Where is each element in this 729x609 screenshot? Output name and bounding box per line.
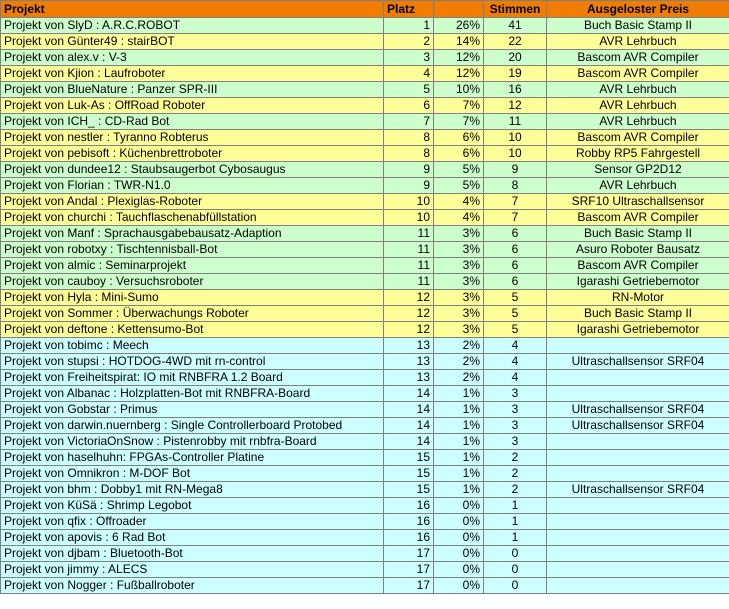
cell-platz: 11 [384,258,434,274]
cell-platz: 14 [384,386,434,402]
cell-votes: 22 [484,34,547,50]
table-row [1,322,729,338]
cell-prize [547,466,729,482]
cell-platz: 9 [384,178,434,194]
cell-percent: 5% [434,178,484,194]
cell-platz: 12 [384,290,434,306]
cell-votes: 6 [484,258,547,274]
cell-votes: 8 [484,178,547,194]
table-row [1,258,729,274]
cell-prize: Ultraschallsensor SRF04 [547,402,729,418]
header-row [1,1,729,18]
cell-prize: Ultraschallsensor SRF04 [547,354,729,370]
table-row [1,418,729,434]
table-row [1,370,729,386]
cell-platz: 16 [384,514,434,530]
cell-percent: 1% [434,450,484,466]
cell-percent: 2% [434,338,484,354]
cell-project: Projekt von nestler : Tyranno Robterus [1,130,384,146]
cell-percent: 6% [434,146,484,162]
cell-project: Projekt von Luk-As : OffRoad Roboter [1,98,384,114]
header-prize: Ausgeloster Preis [547,1,729,18]
cell-platz: 11 [384,242,434,258]
cell-project: Projekt von Sommer : Überwachungs Roboter [1,306,384,322]
cell-platz: 17 [384,546,434,562]
cell-platz: 14 [384,418,434,434]
cell-prize [547,578,729,594]
cell-prize: SRF10 Ultraschallsensor [547,194,729,210]
cell-percent: 1% [434,466,484,482]
cell-percent: 10% [434,82,484,98]
cell-project: Projekt von Albanac : Holzplatten-Bot mit RNBFRA-Board [1,386,384,402]
cell-prize: AVR Lehrbuch [547,178,729,194]
cell-percent: 4% [434,210,484,226]
cell-platz: 11 [384,274,434,290]
cell-percent: 2% [434,354,484,370]
cell-project: Projekt von churchi : Tauchflaschenabfüllstation [1,210,384,226]
table-row [1,82,729,98]
cell-prize: Ultraschallsensor SRF04 [547,418,729,434]
cell-votes: 4 [484,354,547,370]
cell-prize: RN-Motor [547,290,729,306]
cell-votes: 2 [484,450,547,466]
table-row [1,530,729,546]
cell-votes: 3 [484,402,547,418]
cell-prize: Igarashi Getriebemotor [547,322,729,338]
cell-votes: 6 [484,226,547,242]
cell-prize: Ultraschallsensor SRF04 [547,482,729,498]
cell-platz: 13 [384,370,434,386]
table-row [1,434,729,450]
cell-percent: 0% [434,578,484,594]
cell-platz: 13 [384,354,434,370]
cell-prize: AVR Lehrbuch [547,82,729,98]
cell-votes: 3 [484,434,547,450]
table-row [1,514,729,530]
cell-prize: Buch Basic Stamp II [547,18,729,34]
cell-platz: 3 [384,50,434,66]
table-row [1,450,729,466]
cell-prize: Asuro Roboter Bausatz [547,242,729,258]
table-row [1,498,729,514]
cell-platz: 17 [384,562,434,578]
cell-platz: 11 [384,226,434,242]
cell-percent: 4% [434,194,484,210]
table-row [1,338,729,354]
cell-platz: 15 [384,450,434,466]
cell-votes: 16 [484,82,547,98]
cell-percent: 1% [434,386,484,402]
cell-prize: Sensor GP2D12 [547,162,729,178]
table-row [1,274,729,290]
cell-votes: 5 [484,322,547,338]
table-row [1,466,729,482]
cell-votes: 1 [484,498,547,514]
cell-project: Projekt von Manf : Sprachausgabebausatz-Adaption [1,226,384,242]
table-row [1,402,729,418]
cell-percent: 26% [434,18,484,34]
cell-percent: 7% [434,98,484,114]
table-row [1,386,729,402]
cell-project: Projekt von pebisoft : Küchenbrettroboter [1,146,384,162]
cell-prize [547,530,729,546]
cell-platz: 8 [384,130,434,146]
cell-project: Projekt von ICH_ : CD-Rad Bot [1,114,384,130]
cell-platz: 13 [384,338,434,354]
cell-platz: 4 [384,66,434,82]
table-row [1,50,729,66]
cell-project: Projekt von haselhuhn: FPGAs-Controller Platine [1,450,384,466]
cell-percent: 3% [434,242,484,258]
cell-prize: AVR Lehrbuch [547,34,729,50]
cell-prize: Igarashi Getriebemotor [547,274,729,290]
cell-percent: 3% [434,306,484,322]
cell-prize [547,562,729,578]
cell-project: Projekt von deftone : Kettensumo-Bot [1,322,384,338]
cell-prize [547,546,729,562]
cell-project: Projekt von jimmy : ALECS [1,562,384,578]
cell-platz: 15 [384,482,434,498]
cell-project: Projekt von apovis : 6 Rad Bot [1,530,384,546]
header-platz: Platz [384,1,434,18]
cell-project: Projekt von Florian : TWR-N1.0 [1,178,384,194]
cell-percent: 0% [434,498,484,514]
cell-percent: 1% [434,482,484,498]
cell-prize [547,514,729,530]
cell-project: Projekt von Freiheitspirat: IO mit RNBFRA 1.2 Board [1,370,384,386]
table-row [1,210,729,226]
results-body [1,18,729,594]
cell-platz: 2 [384,34,434,50]
cell-project: Projekt von Omnikron : M-DOF Bot [1,466,384,482]
cell-platz: 10 [384,194,434,210]
cell-percent: 12% [434,66,484,82]
cell-votes: 9 [484,162,547,178]
cell-platz: 14 [384,434,434,450]
table-row [1,562,729,578]
cell-prize: AVR Lehrbuch [547,98,729,114]
cell-percent: 1% [434,434,484,450]
cell-project: Projekt von dundee12 : Staubsaugerbot Cybosaugus [1,162,384,178]
cell-votes: 7 [484,210,547,226]
cell-prize [547,370,729,386]
table-row [1,354,729,370]
table-row [1,482,729,498]
cell-percent: 12% [434,50,484,66]
cell-votes: 10 [484,146,547,162]
cell-prize: Buch Basic Stamp II [547,226,729,242]
table-row [1,98,729,114]
cell-project: Projekt von Günter49 : stairBOT [1,34,384,50]
cell-platz: 16 [384,498,434,514]
cell-prize [547,386,729,402]
header-votes: Stimmen [484,1,547,18]
cell-votes: 6 [484,274,547,290]
cell-percent: 0% [434,546,484,562]
header-project: Projekt [1,1,384,18]
cell-votes: 2 [484,482,547,498]
cell-prize: Bascom AVR Compiler [547,66,729,82]
cell-prize [547,498,729,514]
cell-platz: 10 [384,210,434,226]
cell-percent: 2% [434,370,484,386]
cell-percent: 0% [434,514,484,530]
table-row [1,114,729,130]
cell-votes: 20 [484,50,547,66]
cell-prize: Buch Basic Stamp II [547,306,729,322]
cell-project: Projekt von stupsi : HOTDOG-4WD mit rn-control [1,354,384,370]
cell-project: Projekt von BlueNature : Panzer SPR-III [1,82,384,98]
cell-votes: 5 [484,306,547,322]
cell-project: Projekt von bhm : Dobby1 mit RN-Mega8 [1,482,384,498]
cell-prize: Bascom AVR Compiler [547,130,729,146]
cell-percent: 7% [434,114,484,130]
cell-votes: 12 [484,98,547,114]
cell-project: Projekt von darwin.nuernberg : Single Controllerboard Protobed [1,418,384,434]
cell-prize: Bascom AVR Compiler [547,210,729,226]
cell-project: Projekt von Kjion : Laufroboter [1,66,384,82]
cell-platz: 7 [384,114,434,130]
cell-platz: 15 [384,466,434,482]
table-row [1,226,729,242]
cell-votes: 1 [484,514,547,530]
cell-percent: 5% [434,162,484,178]
cell-project: Projekt von almic : Seminarprojekt [1,258,384,274]
cell-percent: 1% [434,418,484,434]
cell-project: Projekt von tobimc : Meech [1,338,384,354]
cell-prize: Bascom AVR Compiler [547,50,729,66]
cell-platz: 12 [384,306,434,322]
table-row [1,194,729,210]
cell-project: Projekt von Andal : Plexiglas-Roboter [1,194,384,210]
header-percent [434,1,484,18]
cell-percent: 1% [434,402,484,418]
cell-percent: 3% [434,258,484,274]
cell-project: Projekt von cauboy : Versuchsroboter [1,274,384,290]
cell-platz: 5 [384,82,434,98]
cell-prize [547,434,729,450]
cell-votes: 3 [484,418,547,434]
table-row [1,546,729,562]
cell-project: Projekt von djbam : Bluetooth-Bot [1,546,384,562]
cell-percent: 3% [434,274,484,290]
table-row [1,178,729,194]
table-row [1,242,729,258]
cell-percent: 3% [434,290,484,306]
cell-percent: 0% [434,562,484,578]
cell-votes: 0 [484,546,547,562]
cell-votes: 5 [484,290,547,306]
cell-project: Projekt von Nogger : Fußballroboter [1,578,384,594]
table-row [1,130,729,146]
cell-platz: 9 [384,162,434,178]
cell-project: Projekt von SlyD : A.R.C.ROBOT [1,18,384,34]
cell-percent: 3% [434,322,484,338]
cell-project: Projekt von qfix : Offroader [1,514,384,530]
cell-prize: Bascom AVR Compiler [547,258,729,274]
table-row [1,18,729,34]
cell-votes: 41 [484,18,547,34]
cell-votes: 19 [484,66,547,82]
cell-project: Projekt von robotxy : Tischtennisball-Bot [1,242,384,258]
cell-votes: 11 [484,114,547,130]
cell-votes: 7 [484,194,547,210]
table-row [1,290,729,306]
table-row [1,306,729,322]
cell-platz: 6 [384,98,434,114]
cell-votes: 3 [484,386,547,402]
cell-votes: 10 [484,130,547,146]
cell-votes: 4 [484,370,547,386]
cell-platz: 8 [384,146,434,162]
cell-votes: 1 [484,530,547,546]
cell-project: Projekt von alex.v : V-3 [1,50,384,66]
cell-project: Projekt von VictoriaOnSnow : Pistenrobby mit rnbfra-Board [1,434,384,450]
table-row [1,34,729,50]
cell-votes: 0 [484,578,547,594]
cell-platz: 17 [384,578,434,594]
cell-votes: 4 [484,338,547,354]
cell-votes: 0 [484,562,547,578]
table-row [1,578,729,594]
cell-prize [547,450,729,466]
cell-percent: 0% [434,530,484,546]
table-row [1,162,729,178]
cell-project: Projekt von Hyla : Mini-Sumo [1,290,384,306]
table-row [1,146,729,162]
cell-percent: 6% [434,130,484,146]
cell-prize: Robby RP5 Fahrgestell [547,146,729,162]
table-row [1,66,729,82]
cell-platz: 1 [384,18,434,34]
cell-prize: AVR Lehrbuch [547,114,729,130]
cell-percent: 3% [434,226,484,242]
cell-platz: 16 [384,530,434,546]
cell-project: Projekt von Gobstar : Primus [1,402,384,418]
cell-percent: 14% [434,34,484,50]
cell-votes: 6 [484,242,547,258]
cell-prize [547,338,729,354]
cell-platz: 14 [384,402,434,418]
cell-project: Projekt von KüSä : Shrimp Legobot [1,498,384,514]
cell-platz: 12 [384,322,434,338]
cell-votes: 2 [484,466,547,482]
